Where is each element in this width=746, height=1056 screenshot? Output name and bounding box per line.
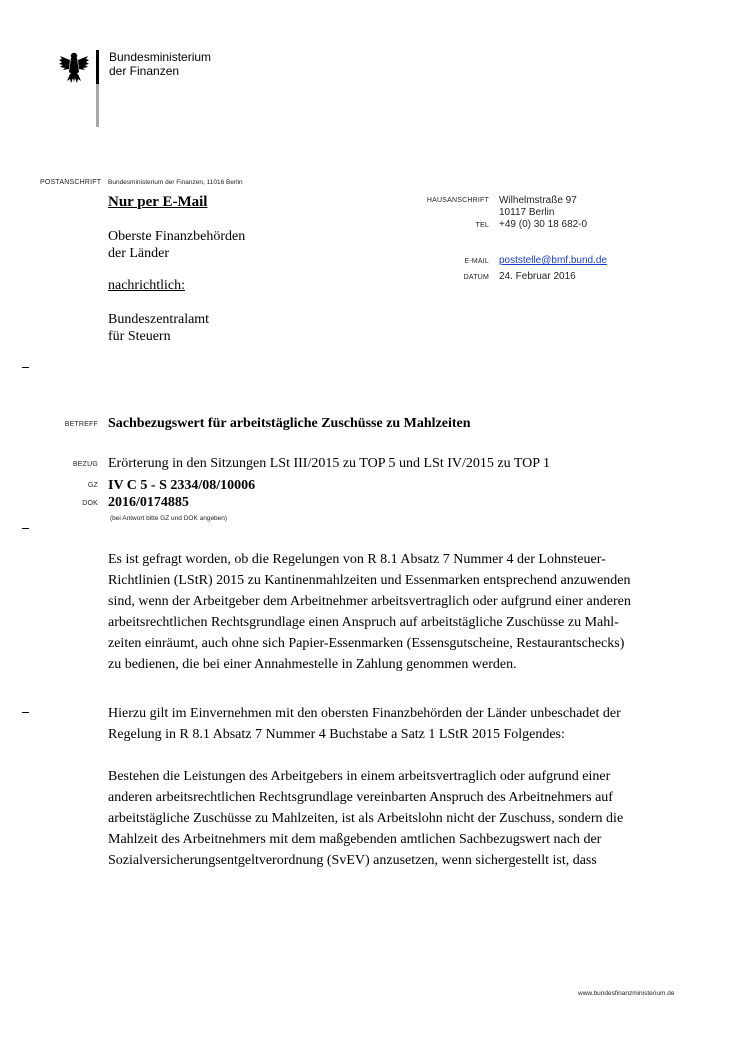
cc-recipient-line: für Steuern [108,329,171,344]
footer-url: www.bundesfinanzministerium.de [578,990,675,997]
dok-value: 2016/0174885 [108,495,189,510]
text-line: Richtlinien (LStR) 2015 zu Kantinenmahlzeiten und Essenmarken entsprechend anzuwenden [108,573,631,588]
fold-mark [22,712,29,713]
text-line: Regelung in R 8.1 Absatz 7 Nummer 4 Buchstabe a Satz 1 LStR 2015 Folgendes: [108,727,565,742]
gz-value: IV C 5 - S 2334/08/10006 [108,478,256,493]
text-line: zeiten einräumt, auch ohne sich Papier-Essenmarken (Essensgutscheine, Restaurantschecks) [108,636,625,651]
cc-label: nachrichtlich: [108,278,185,293]
text-line: Mahlzeit des Arbeitnehmers mit dem maßgebenden amtlichen Sachbezugswert nach der [108,832,602,847]
city: 10117 Berlin [499,207,555,218]
body-paragraph-3 [108,766,668,871]
body-paragraph-1 [108,549,668,675]
email-label: E-MAIL [464,258,489,265]
postanschrift-label: POSTANSCHRIFT [40,179,102,186]
betreff-value: Sachbezugswert für arbeitstägliche Zuschüsse zu Mahlzeiten [108,416,471,431]
body-paragraph-2 [108,703,668,745]
delivery-note: Nur per E-Mail [108,194,208,210]
recipient-block [108,194,408,345]
text-line: anderen arbeitsrechtlichen Rechtsgrundlage vereinbarten Anspruch des Arbeitnehmers auf [108,790,613,805]
hausanschrift-label: HAUSANSCHRIFT [426,197,489,204]
bezug-value: Erörterung in den Sitzungen LSt III/2015 zu TOP 5 und LSt IV/2015 zu TOP 1 [108,456,551,471]
fold-mark [22,367,29,368]
text-line: Hierzu gilt im Einvernehmen mit den obersten Finanzbehörden der Länder unbeschadet der [108,706,621,721]
ministry-name-line2: der Finanzen [109,64,180,78]
text-line: Bestehen die Leistungen des Arbeitgebers in einem arbeitsvertraglich oder aufgrund einer [108,769,611,784]
postanschrift-value: Bundesministerium der Finanzen, 11016 Berlin [108,179,243,186]
letterhead-bar-grey [96,84,99,127]
recipient-line: der Länder [108,246,170,261]
tel-label: TEL [475,222,489,229]
email-link[interactable]: poststelle@bmf.bund.de [499,255,607,266]
recipient-line: Oberste Finanzbehörden [108,229,246,244]
gz-label: GZ [87,482,98,489]
fold-mark [22,528,29,529]
reference-hint: (bei Antwort bitte GZ und DOK angeben) [110,515,228,522]
datum-label: DATUM [463,274,489,281]
tel-value: +49 (0) 30 18 682-0 [499,219,588,230]
street: Wilhelmstraße 97 [499,195,577,206]
cc-recipient-line: Bundeszentralamt [108,312,210,327]
text-line: sind, wenn der Arbeitgeber dem Arbeitnehmer arbeitsvertraglich oder aufgrund einer anderen [108,594,631,609]
federal-eagle-icon [58,50,90,86]
text-line: arbeitstägliche Zuschüsse zu Mahlzeiten, ist als Arbeitslohn nicht der Zuschuss, sondern die [108,811,624,826]
text-line: zu bedienen, die bei einer Annahmestelle in Zahlung genommen werden. [108,657,517,672]
datum-value: 24. Februar 2016 [499,271,576,282]
bezug-label: BEZUG [72,461,98,468]
text-line: Es ist gefragt worden, ob die Regelungen von R 8.1 Absatz 7 Nummer 4 der Lohnsteuer- [108,552,606,567]
text-line: Sozialversicherungsentgeltverordnung (SvEV) anzusetzen, wenn sichergestellt ist, dass [108,853,597,868]
letterhead [58,44,258,134]
ministry-name-line1: Bundesministerium [109,50,212,64]
letterhead-bar-black [96,50,99,84]
dok-label: DOK [82,500,98,507]
betreff-label: BETREFF [64,421,98,428]
text-line: arbeitsrechtlichen Rechtsgrundlage einen Anspruch auf arbeitstägliche Zuschüsse zu Mahl- [108,615,619,630]
